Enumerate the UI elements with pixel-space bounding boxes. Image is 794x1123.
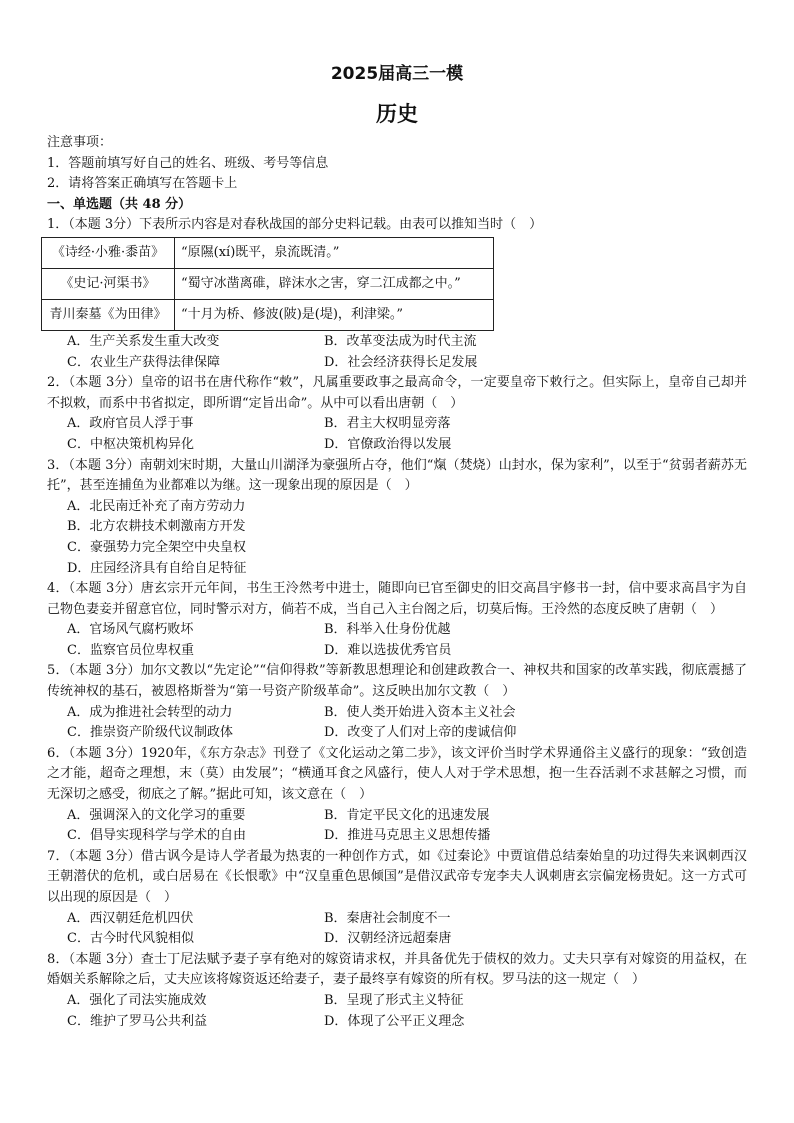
source-table	[41, 237, 494, 331]
option-c: C．推崇资产阶级代议制政体	[67, 725, 233, 741]
exam-content	[47, 133, 747, 1032]
options-row	[47, 929, 747, 950]
option-d: D．庄园经济具有自给自足特征	[67, 560, 247, 576]
options-row	[47, 826, 747, 847]
question-8-stem: 8．（本题 3分）查士丁尼法赋予妻子享有绝对的嫁资请求权，并具备优先于债权的效力。丈夫只享有对嫁资的用益权，在婚姻关系解除之后，丈夫应该将嫁资返还给妻子，妻子最终享有嫁资的所有权。罗马法的这一规定（ ）	[47, 951, 747, 988]
option-d: D．社会经济获得长足发展	[324, 354, 478, 370]
options-row	[47, 909, 747, 930]
options-row	[47, 332, 747, 353]
question-4-stem: 4．（本题 3分）唐玄宗开元年间，书生王泠然考中进士，随即向已官至御史的旧交高昌宇修书一封，信中要求高昌宇为自己物色妻妾并留意官位，同时警示对方，倘若不成，当自己入主台阁之后，切莫后悔。王泠然的态度反映了唐朝（ ）	[47, 581, 747, 617]
question-3-stem: 3．（本题 3分）南朝刘宋时期，大量山川湖泽为豪强所占夺，他们“熂（焚烧）山封水，保为家利”，以至于“贫弱者薪苏无托”，甚至连捕鱼为业都难以为继。这一现象出现的原因是（ ）	[47, 457, 747, 494]
table-cell-quote: “原隰(xí)既平，泉流既清。”	[175, 237, 494, 268]
options-row	[47, 353, 747, 374]
section-heading: 一、单选题（共 48 分）	[47, 196, 192, 212]
option-d: D．难以选拔优秀官员	[324, 642, 452, 658]
option-b: B．君主大权明显旁落	[324, 416, 451, 432]
option-c: C．倡导实现科学与学术的自由	[67, 828, 246, 844]
table-cell-source: 《史记·河渠书》	[42, 268, 175, 299]
options-row	[47, 1012, 747, 1033]
options-row	[47, 620, 747, 641]
subject-title: 历史	[376, 102, 418, 126]
question-5-stem: 5．（本题 3分）加尔文教以“先定论”“信仰得救”等新教思想理论和创建政教合一、神权共和国家的改革实践，彻底震撼了传统神权的基石，被恩格斯誉为“第一号资产阶级革命”。这反映出加尔文教（ ）	[47, 663, 747, 700]
options-row	[47, 806, 747, 827]
option-a: A．强化了司法实施成效	[67, 992, 207, 1008]
option-a: A．西汉朝廷危机四伏	[67, 910, 194, 926]
option-a: A．北民南迁补充了南方劳动力	[67, 498, 246, 514]
option-a: A．生产关系发生重大改变	[67, 333, 220, 349]
option-c: C．古今时代风貌相似	[67, 931, 194, 947]
option-a: A．政府官员人浮于事	[67, 416, 194, 432]
option-b: B．使人类开始进入资本主义社会	[324, 704, 516, 720]
question-7-stem: 7．（本题 3分）借古讽今是诗人学者最为热衷的一种创作方式，如《过秦论》中贾谊借总结秦始皇的功过得失来讽刺西汉王朝潜伏的危机，或白居易在《长恨歌》中“汉皇重色思倾国”是借汉武帝专宠李夫人讽刺唐玄宗偏宠杨贵妃。这一方式可以出现的原因是（ ）	[47, 848, 747, 905]
question-2-stem: 2．（本题 3分）皇帝的诏书在唐代称作“敕”，凡属重要政事之最高命令，一定要皇帝下敕行之。但实际上，皇帝自己却并不拟敕，而系中书省拟定，即所谓“定旨出命”。从中可以看出唐朝（ ）	[47, 375, 747, 411]
option-b: B．呈现了形式主义特征	[324, 992, 464, 1008]
option-c: C．豪强势力完全架空中央皇权	[67, 539, 246, 555]
options-row	[47, 991, 747, 1012]
options-row	[47, 414, 747, 435]
option-c: C．农业生产获得法律保障	[67, 354, 220, 370]
note-item: 2．请将答案正确填写在答题卡上	[47, 176, 238, 192]
option-b: B．肯定平民文化的迅速发展	[324, 807, 490, 823]
option-a: A．成为推进社会转型的动力	[67, 704, 233, 720]
option-d: D．改变了人们对上帝的虔诚信仰	[324, 725, 517, 741]
question-1-stem: 1．（本题 3分）下表所示内容是对春秋战国的部分史料记载。由表可以推知当时（ ）	[47, 217, 543, 233]
option-a: A．官场风气腐朽败坏	[67, 622, 194, 638]
table-cell-source: 青川秦墓《为田律》	[42, 299, 175, 330]
options-row	[47, 435, 747, 456]
options-row	[47, 703, 747, 724]
option-d: D．汉朝经济远超秦唐	[324, 931, 452, 947]
table-row	[42, 237, 494, 268]
option-b: B．北方农耕技术刺激南方开发	[67, 519, 246, 535]
table-row	[42, 268, 494, 299]
table-cell-source: 《诗经·小雅·黍苗》	[42, 237, 175, 268]
note-item: 1．答题前填写好自己的姓名、班级、考号等信息	[47, 155, 329, 171]
option-b: B．改革变法成为时代主流	[324, 333, 477, 349]
option-b: B．秦唐社会制度不一	[324, 910, 451, 926]
notes-heading: 注意事项：	[47, 135, 113, 150]
table-row	[42, 299, 494, 330]
option-b: B．科举入仕身份优越	[324, 622, 451, 638]
option-d: D．推进马克思主义思想传播	[324, 828, 491, 844]
option-c: C．中枢决策机构异化	[67, 436, 194, 452]
question-6-stem: 6．（本题 3分）1920年，《东方杂志》刊登了《文化运动之第二步》，该文评价当时学术界通俗主义盛行的现象：“致创造之才能，超奇之理想，末（莫）由发展”；“横通耳食之风盛行，使人人对于学术思想，抱一生吞活剥不求甚解之习惯，而无深切之感受，彻底之了解。”据此可知，该文意在（ ）	[47, 745, 747, 803]
options-row	[47, 723, 747, 744]
table-cell-quote: “十月为桥、修波(陂)是(堤)，利津梁。”	[175, 299, 494, 330]
table-cell-quote: “蜀守冰凿离碓，辟沫水之害，穿二江成都之中。”	[175, 268, 494, 299]
option-d: D．官僚政治得以发展	[324, 436, 452, 452]
option-c: C．监察官员位卑权重	[67, 642, 194, 658]
option-d: D．体现了公平正义理念	[324, 1013, 465, 1029]
options-row	[47, 641, 747, 662]
exam-title: 2025届高三一模	[330, 64, 464, 84]
option-c: C．维护了罗马公共利益	[67, 1013, 207, 1029]
option-a: A．强调深入的文化学习的重要	[67, 807, 246, 823]
